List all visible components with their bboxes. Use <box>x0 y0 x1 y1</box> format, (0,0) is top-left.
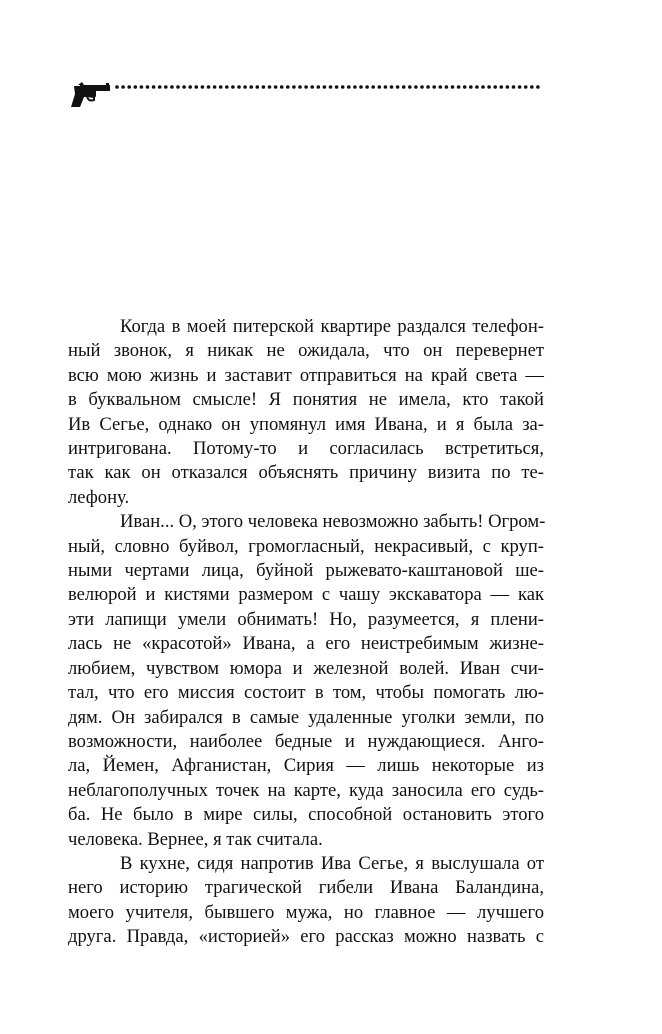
revolver-icon <box>70 82 110 108</box>
text-line: В кухне, сидя напротив Ива Сегье, я выслушала от <box>120 852 544 874</box>
text-line: любием, чувством юмора и железной волей. Иван счи- <box>68 657 544 679</box>
paragraph-1 <box>68 315 544 510</box>
text-line: лефону. <box>68 486 130 508</box>
body-text <box>68 315 546 950</box>
text-line: ный звонок, я никак не ожидала, что он перевернет <box>68 340 544 362</box>
text-line: так как он отказался объяснять причину визита по те- <box>68 462 544 484</box>
text-line: лась не «красотой» Ивана, а его неистребимым жизне- <box>68 633 544 655</box>
text-line: тал, что его миссия состоит в том, чтобы помогать лю- <box>68 682 544 704</box>
text-line: интригована. Потому-то и согласилась встретиться, <box>68 438 544 460</box>
chapter-header <box>70 80 546 110</box>
text-line: него историю трагической гибели Ивана Баландина, <box>68 877 544 899</box>
text-line: Когда в моей питерской квартире раздался телефон- <box>120 316 544 337</box>
text-line: Ив Сегье, однако он упомянул имя Ивана, и я была за- <box>68 413 544 435</box>
text-line: дям. Он забирался в самые удаленные уголки земли, по <box>68 706 544 728</box>
text-line: ный, словно буйвол, громогласный, некрасивый, с круп- <box>68 535 544 557</box>
text-line: возможности, наиболее бедные и нуждающиеся. Анго- <box>68 730 544 752</box>
paragraph-3 <box>68 852 544 950</box>
text-line: моего учителя, бывшего мужа, но главное — лучшего <box>68 901 544 923</box>
paragraph-2 <box>68 510 546 852</box>
text-line: ными чертами лица, буйной рыжевато-каштановой ше- <box>68 560 544 582</box>
text-line: в буквальном смысле! Я понятия не имела, кто такой <box>68 389 544 411</box>
text-line: всю мою жизнь и заставит отправиться на край света — <box>68 364 544 386</box>
text-line: ла, Йемен, Афганистан, Сирия — лишь некоторые из <box>68 755 544 777</box>
dotted-rule <box>114 82 546 92</box>
text-line: велюрой и кистями размером с чашу экскаватора — как <box>68 584 544 606</box>
text-line: Иван... О, этого человека невозможно забыть! Огром- <box>120 511 546 533</box>
text-line: неблагополучных точек на карте, куда заносила его судь- <box>68 779 544 801</box>
text-line: друга. Правда, «историей» его рассказ можно назвать с <box>68 926 544 948</box>
text-line: ба. Не было в мире силы, способной остановить этого <box>68 804 544 826</box>
text-line: эти лапищи умели обнимать! Но, разумеется, я плени- <box>68 608 544 630</box>
text-line: человека. Вернее, я так считала. <box>68 828 323 850</box>
